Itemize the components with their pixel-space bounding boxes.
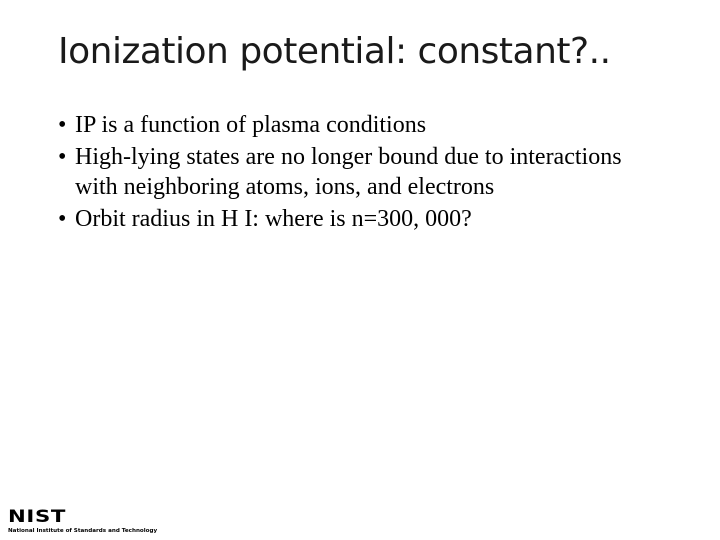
bullet-item	[58, 142, 658, 202]
bullet-marker: •	[58, 206, 67, 232]
nist-logo-subtitle: National Institute of Standards and Technology	[8, 528, 158, 534]
bullet-marker: •	[58, 112, 67, 138]
bullet-text: IP is a function of plasma conditions	[75, 112, 427, 138]
bullet-text: High-lying states are no longer bound due to interactions with neighboring atoms, ions, and electrons	[75, 144, 622, 200]
nist-logo	[8, 508, 180, 538]
bullet-marker: •	[58, 144, 67, 170]
slide-title: Ionization potential: constant?..	[58, 31, 611, 72]
bullet-item	[58, 204, 658, 234]
nist-logo-wordmark: NIST	[8, 507, 67, 527]
bullet-list	[58, 110, 658, 236]
bullet-item	[58, 110, 658, 140]
bullet-text: Orbit radius in H I: where is n=300, 000?	[75, 206, 472, 232]
